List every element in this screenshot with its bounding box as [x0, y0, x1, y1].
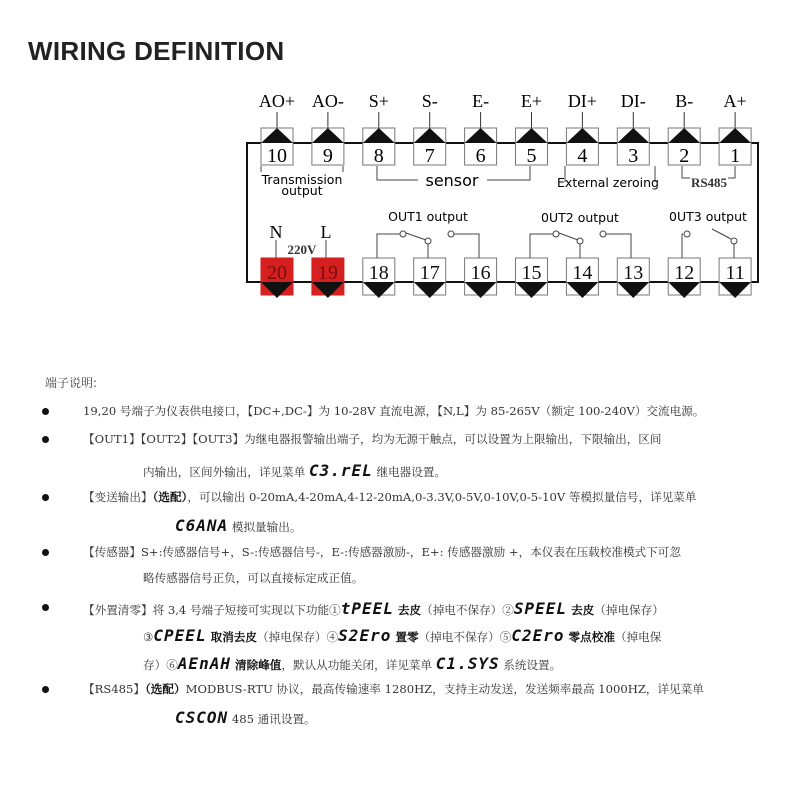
- note-text: （掉电不保存）②: [421, 603, 514, 617]
- bullet-icon: [42, 686, 49, 693]
- external-zeroing-label: External zeroing: [557, 175, 659, 190]
- out3-label: 0UT3 output: [669, 209, 747, 224]
- bullet-icon: [42, 436, 49, 443]
- menu-code: C6ANA: [175, 516, 229, 535]
- terminal-number: 9: [322, 145, 333, 167]
- bullet-icon: [42, 549, 49, 556]
- note-line: [175, 516, 301, 535]
- note-text: 略传感器信号正负，可以直接标定成正值。: [143, 571, 364, 585]
- terminal-7: [414, 91, 446, 167]
- neutral-label: N: [269, 222, 283, 242]
- terminal-18: [363, 258, 395, 298]
- terminal-number: 18: [368, 262, 389, 284]
- terminal-number: 7: [424, 145, 435, 167]
- terminal-signal-label: B-: [675, 91, 694, 111]
- bullet-icon: [42, 494, 49, 501]
- bullet-icon: [42, 408, 49, 415]
- note-text: （掉电保存）: [594, 603, 664, 617]
- terminal-3: [617, 91, 649, 167]
- terminal-4: [566, 91, 598, 167]
- terminal-8: [363, 91, 395, 167]
- emphasis-text: （选配）: [145, 682, 186, 696]
- terminal-number: 13: [623, 262, 644, 284]
- note-text: 485 通讯设置。: [228, 712, 316, 726]
- terminal-number: 19: [317, 262, 338, 284]
- rs485-label: RS485: [690, 175, 728, 190]
- wiring-diagram: [0, 0, 800, 320]
- terminal-14: [566, 258, 598, 298]
- emphasis-text: （选配）: [152, 490, 188, 504]
- terminal-number: 10: [267, 145, 287, 167]
- terminal-10: [259, 91, 295, 167]
- note-text: 系统设置。: [499, 658, 562, 672]
- emphasis-text: 取消去皮: [206, 630, 257, 644]
- menu-code: CPEEL: [153, 626, 207, 645]
- live-label: L: [320, 222, 332, 242]
- note-line: [83, 489, 696, 505]
- terminal-signal-label: DI-: [620, 91, 646, 111]
- note-text: 【RS485】: [83, 682, 145, 696]
- note-text: 【外置清零】将 3,4 号端子短接可实现以下功能①: [83, 603, 341, 617]
- terminal-5: [516, 91, 548, 167]
- terminal-number: 8: [373, 145, 384, 167]
- note-text: 内输出，区间外输出，详见菜单: [143, 465, 309, 479]
- terminal-17: [414, 258, 446, 298]
- note-text: （掉电不保存）⑤: [418, 630, 512, 644]
- transmission-label: Transmission: [261, 172, 343, 187]
- terminal-number: 5: [526, 145, 537, 167]
- terminal-number: 4: [577, 145, 588, 167]
- note-text: （掉电保存）④: [257, 630, 339, 644]
- note-line: [175, 708, 316, 727]
- note-text: 存）⑥: [143, 658, 178, 672]
- note-text: MODBUS-RTU 协议，最高传输速率 1280HZ，支持主动发送，发送频率最高 1000HZ，详见菜单: [185, 682, 704, 696]
- menu-code: C3.rEL: [309, 461, 373, 480]
- terminal-number: 16: [470, 262, 491, 284]
- note-text: ，可以输出 0-20mA,4-20mA,4-12-20mA,0-3.3V,0-5V,0-10V,0-5-10V 等模拟量信号，详见菜单: [187, 490, 697, 504]
- note-line: [143, 461, 446, 480]
- terminal-signal-label: S-: [421, 91, 438, 111]
- menu-code: S2Ero: [338, 626, 392, 645]
- note-line: [83, 681, 704, 697]
- note-line: [83, 599, 664, 618]
- emphasis-text: 置零: [391, 630, 419, 644]
- terminal-6: [465, 91, 497, 167]
- terminal-number: 14: [572, 262, 593, 284]
- bullet-icon: [42, 604, 49, 611]
- terminal-number: 20: [267, 262, 287, 284]
- terminal-11: [719, 258, 751, 298]
- page-title: WIRING DEFINITION: [28, 36, 285, 66]
- terminal-number: 17: [419, 262, 440, 284]
- menu-code: SPEEL: [513, 599, 568, 618]
- note-text: 【OUT1】【OUT2】【OUT3】为继电器报警输出端子，均为无源干触点，可以设置为上限输出，下限输出，区间: [83, 432, 662, 446]
- emphasis-text: 去皮: [393, 603, 422, 617]
- note-line: [83, 544, 681, 560]
- emphasis-text: 零点校准: [564, 630, 615, 644]
- note-text: 19,20 号端子为仪表供电接口，【DC+,DC-】为 10-28V 直流电源，【N,L】为 85-265V（额定 100-240V）交流电源。: [83, 404, 705, 418]
- menu-code: C2Ero: [511, 626, 565, 645]
- transmission-label-2: output: [281, 183, 323, 198]
- menu-code: CSCON: [175, 708, 229, 727]
- note-text: ③: [143, 630, 154, 644]
- note-text: 继电器设置。: [372, 465, 447, 479]
- terminal-number: 15: [521, 262, 542, 284]
- terminal-signal-label: AO-: [311, 91, 344, 111]
- terminal-1: [719, 91, 751, 167]
- notes-heading: 端子说明:: [45, 376, 98, 390]
- voltage-label: 220V: [287, 242, 317, 257]
- note-line: [143, 626, 661, 645]
- note-text: 【传感器】S+:传感器信号+，S-:传感器信号-，E-:传感器激励-，E+: 传感器激励 +，本仪表在压载校准模式下可忽: [83, 545, 681, 559]
- note-line: [83, 403, 704, 419]
- emphasis-text: 去皮: [567, 603, 595, 617]
- note-line: [83, 431, 662, 447]
- terminal-signal-label: S+: [368, 91, 389, 111]
- terminal-number: 3: [628, 145, 639, 167]
- terminal-20: [261, 258, 293, 298]
- terminal-signal-label: A+: [723, 91, 747, 111]
- note-text: （掉电保: [614, 630, 662, 644]
- terminal-13: [617, 258, 649, 298]
- menu-code: AEnAH: [177, 654, 231, 673]
- terminal-number: 11: [725, 262, 745, 284]
- menu-code: C1.SYS: [435, 654, 500, 673]
- terminal-9: [312, 91, 344, 167]
- note-text: ，默认从功能关闭，详见菜单: [281, 658, 436, 672]
- terminal-15: [516, 258, 548, 298]
- terminal-2: [668, 91, 700, 167]
- sensor-label: sensor: [425, 171, 479, 190]
- terminal-signal-label: DI+: [567, 91, 597, 111]
- note-line: [143, 570, 363, 586]
- note-text: 模拟量输出。: [228, 520, 302, 534]
- terminal-12: [668, 258, 700, 298]
- out1-label: OUT1 output: [388, 209, 468, 224]
- terminal-number: 6: [475, 145, 486, 167]
- terminal-signal-label: E-: [472, 91, 490, 111]
- terminal-19: [312, 258, 344, 298]
- terminal-signal-label: E+: [520, 91, 543, 111]
- note-text: 【变送输出】: [83, 490, 153, 504]
- terminal-16: [465, 258, 497, 298]
- emphasis-text: 清除峰值: [230, 658, 282, 672]
- note-line: [143, 654, 561, 673]
- terminal-number: 12: [674, 262, 695, 284]
- terminal-signal-label: AO+: [258, 91, 296, 111]
- menu-code: tPEEL: [340, 599, 394, 618]
- terminal-number: 2: [679, 145, 690, 167]
- out2-label: 0UT2 output: [541, 210, 619, 225]
- terminal-number: 1: [730, 145, 741, 167]
